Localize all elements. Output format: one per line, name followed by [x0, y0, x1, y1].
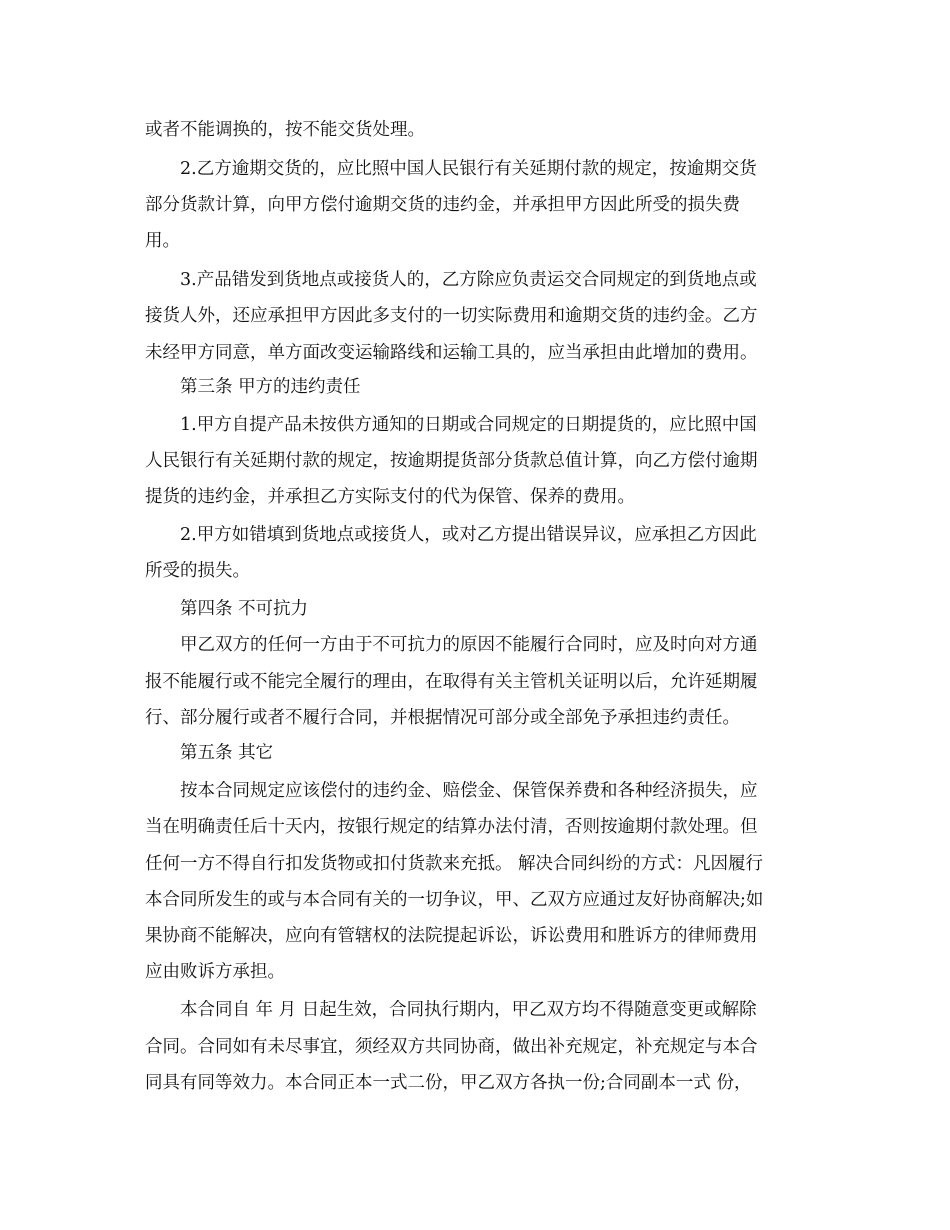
text-line: 本合同所发生的或与本合同有关的一切争议，甲、乙双方应通过友好协商解决;如: [145, 890, 764, 910]
text-line: 报不能履行或不能完全履行的理由，在取得有关主管机关证明以后，允许延期履: [145, 672, 758, 692]
text-line: 用。: [145, 231, 180, 251]
section-heading: 第五条 其它: [180, 743, 274, 763]
text-line: 按本合同规定应该偿付的违约金、赔偿金、保管保养费和各种经济损失，应: [180, 781, 758, 801]
text-line: 未经甲方同意，单方面改变运输路线和运输工具的，应当承担由此增加的费用。: [145, 343, 758, 363]
text-line: 合同。合同如有未尽事宜，须经双方共同协商，做出补充规定，补充规定与本合: [145, 1037, 758, 1057]
section-heading: 第三条 甲方的违约责任: [180, 377, 361, 397]
text-line: 3.产品错发到货地点或接货人的，乙方除应负责运交合同规定的到货地点或: [180, 270, 757, 290]
text-line: 或者不能调换的，按不能交货处理。: [145, 120, 425, 140]
text-line: 部分货款计算，向甲方偿付逾期交货的违约金，并承担甲方因此所受的损失费: [145, 195, 740, 215]
text-line: 提货的违约金，并承担乙方实际支付的代为保管、保养的费用。: [145, 487, 635, 507]
text-line: 2.乙方逾期交货的，应比照中国人民银行有关延期付款的规定，按逾期交货: [180, 159, 757, 179]
text-line: 应由败诉方承担。: [145, 962, 285, 982]
text-line: 同具有同等效力。本合同正本一式二份，甲乙双方各执一份;合同副本一式 份，: [145, 1073, 752, 1093]
text-line: 任何一方不得自行扣发货物或扣付货款来充抵。 解决合同纠纷的方式：凡因履行: [145, 854, 764, 874]
section-heading: 第四条 不可抗力: [180, 599, 309, 619]
text-line: 本合同自 年 月 日起生效，合同执行期内，甲乙双方均不得随意变更或解除: [180, 1000, 757, 1020]
text-line: 当在明确责任后十天内，按银行规定的结算办法付清，否则按逾期付款处理。但: [145, 817, 758, 837]
text-line: 2.甲方如错填到货地点或接货人，或对乙方提出错误异议，应承担乙方因此: [180, 525, 757, 545]
text-line: 行、部分履行或者不履行合同，并根据情况可部分或全部免予承担违约责任。: [145, 708, 740, 728]
text-line: 人民银行有关延期付款的规定，按逾期提货部分货款总值计算，向乙方偿付逾期: [145, 451, 758, 471]
text-line: 所受的损失。: [145, 561, 250, 581]
text-line: 接货人外，还应承担甲方因此多支付的一切实际费用和逾期交货的违约金。乙方: [145, 306, 758, 326]
text-line: 甲乙双方的任何一方由于不可抗力的原因不能履行合同时，应及时向对方通: [180, 635, 758, 655]
text-line: 果协商不能解决，应向有管辖权的法院提起诉讼，诉讼费用和胜诉方的律师费用: [145, 926, 758, 946]
text-line: 1.甲方自提产品未按供方通知的日期或合同规定的日期提货的，应比照中国: [180, 415, 757, 435]
